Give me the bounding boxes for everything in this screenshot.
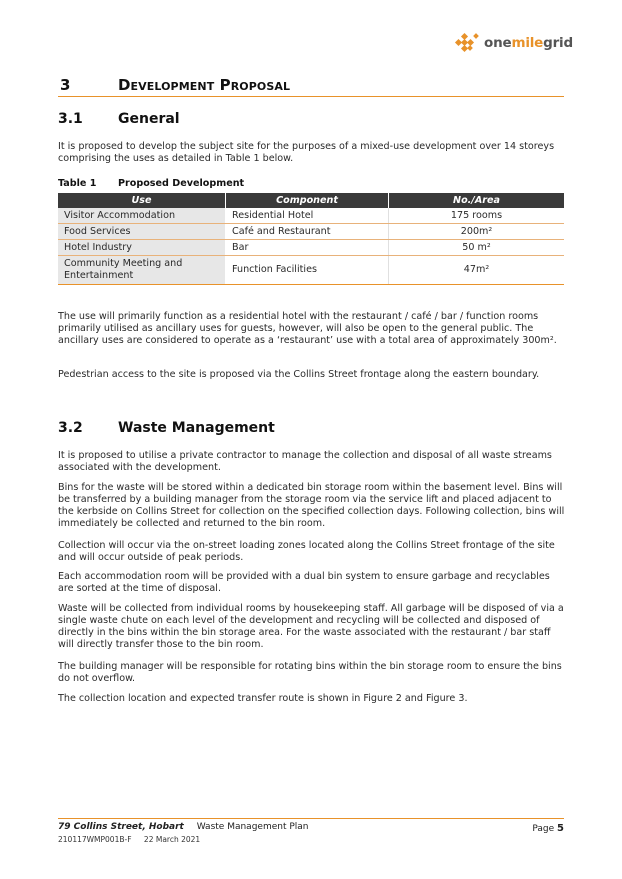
paragraph-access: Pedestrian access to the site is proposed via the Collins Street frontage along the eastern boundary.	[58, 369, 540, 380]
subsection-heading-waste	[58, 420, 275, 436]
table-row	[58, 240, 564, 256]
table-row	[58, 224, 564, 240]
footer-date: 22 March 2021	[143, 835, 201, 844]
table-header-component: Component	[226, 193, 389, 208]
table-cell-component: Function Facilities	[226, 256, 389, 285]
table-cell-component: Bar	[226, 240, 389, 256]
subsection-title: General	[118, 111, 180, 127]
footer-line-1	[58, 822, 308, 832]
subsection-title: Waste Management	[118, 420, 275, 436]
table-cell-use: Visitor Accommodation	[58, 208, 226, 224]
page-number-value: 5	[557, 823, 564, 834]
table-caption	[58, 178, 245, 189]
paragraph-use: The use will primarily function as a residential hotel with the restaurant / café / bar / function rooms primarily utilised as ancillary uses for guests, however, will also be open to the general public. The ancillary uses are considered to operate as a ‘restaurant’ use with a total area of approximately 300m².	[58, 311, 557, 346]
table-caption-label: Proposed Development	[118, 178, 245, 189]
table-header-use: Use	[58, 193, 226, 208]
paragraph-waste-dual-bin: Each accommodation room will be provided with a dual bin system to ensure garbage and recyclables are sorted at the time of disposal.	[58, 571, 550, 594]
paragraph-general: It is proposed to develop the subject site for the purposes of a mixed-use development over 14 storeys comprising the uses as detailed in Table 1 below.	[58, 141, 555, 164]
grid-logo-icon	[452, 30, 480, 56]
table-row	[58, 208, 564, 224]
table-header-row	[58, 193, 564, 208]
section-number: 3	[60, 76, 71, 94]
section-heading	[58, 74, 564, 97]
subsection-heading-general	[58, 111, 180, 127]
footer-rule	[58, 818, 564, 819]
footer-line-2	[58, 835, 200, 844]
table-header-area: No./Area	[389, 193, 565, 208]
paragraph-waste-rotation: The building manager will be responsible for rotating bins within the bin storage room to ensure the bins do not overflow.	[58, 661, 562, 684]
table-cell-area: 175 rooms	[389, 208, 565, 224]
paragraph-waste-contractor: It is proposed to utilise a private contractor to manage the collection and disposal of all waste streams associated with the development.	[58, 450, 552, 473]
table-cell-component: Residential Hotel	[226, 208, 389, 224]
footer-address: 79 Collins Street, Hobart	[58, 822, 184, 832]
paragraph-waste-figures: The collection location and expected transfer route is shown in Figure 2 and Figure 3.	[58, 693, 468, 704]
table-cell-use: Food Services	[58, 224, 226, 240]
paragraph-waste-bins: Bins for the waste will be stored within a dedicated bin storage room within the basement level. Bins will be transferred by a building manager from the storage room via the service lift and placed adjacent to the kerbside on Collins Street for collection on the specified collection days. Following collection, bins will immediately be collected and returned to the bin room.	[58, 482, 565, 529]
footer-plan-title: Waste Management Plan	[196, 822, 309, 832]
table-cell-area: 50 m²	[389, 240, 565, 256]
table-cell-use: Community Meeting and Entertainment	[58, 256, 226, 285]
paragraph-waste-collection: Collection will occur via the on-street loading zones located along the Collins Street frontage of the site and will occur outside of peak periods.	[58, 540, 555, 563]
proposed-development-table	[58, 193, 564, 285]
table-cell-component: Café and Restaurant	[226, 224, 389, 240]
subsection-number: 3.2	[58, 420, 83, 436]
table-cell-area: 47m²	[389, 256, 565, 285]
paragraph-waste-housekeeping: Waste will be collected from individual rooms by housekeeping staff. All garbage will be disposed of via a single waste chute on each level of the development and recycling will be collected and disposed of directly in the bins within the bin storage area. For the waste associated with the restaurant / bar staff will directly transfer those to the bin room.	[58, 603, 564, 650]
onemilegrid-logo	[452, 30, 573, 56]
section-title: Development Proposal	[118, 76, 291, 94]
footer-reference: 210117WMP001B-F	[58, 835, 132, 844]
table-cell-area: 200m²	[389, 224, 565, 240]
page-label: Page	[532, 824, 555, 834]
subsection-number: 3.1	[58, 111, 83, 127]
table-cell-use: Hotel Industry	[58, 240, 226, 256]
table-row	[58, 256, 564, 285]
logo-wordmark: onemilegrid	[484, 35, 573, 51]
page-number	[532, 823, 564, 834]
table-caption-number: Table 1	[58, 178, 97, 189]
